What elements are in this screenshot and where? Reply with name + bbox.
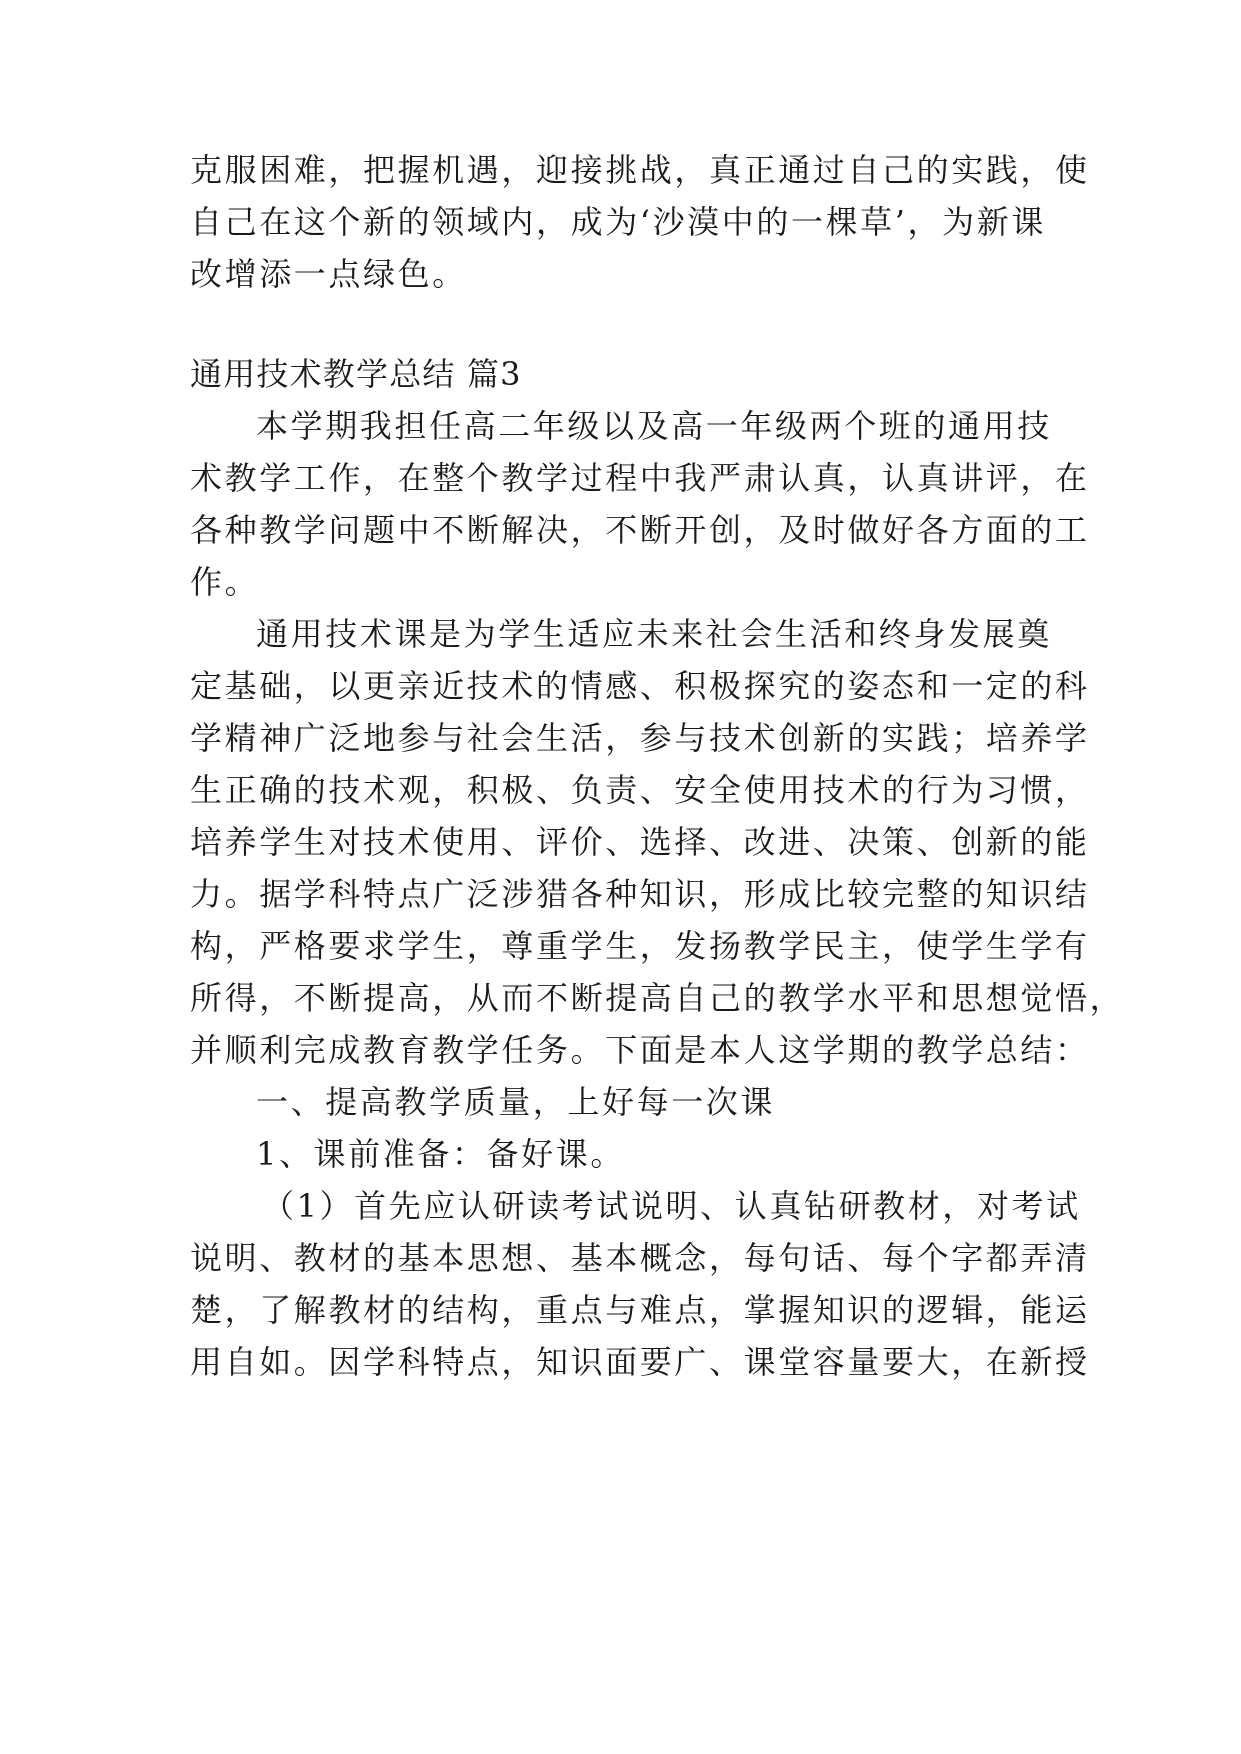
text-line: 构，严格要求学生，尊重学生，发扬教学民主，使学生学有 (190, 927, 1090, 965)
text-line: 作。 (190, 563, 260, 601)
text-line: 克服困难，把握机遇，迎接挑战，真正通过自己的实践，使 (190, 151, 1090, 189)
text-line: 改增添一点绿色。 (190, 255, 467, 293)
text-line: 说明、教材的基本思想、基本概念，每句话、每个字都弄清 (190, 1239, 1090, 1277)
text-line: 通用技术课是为学生适应未来社会生活和终身发展奠 (256, 615, 1052, 653)
text-line: 所得，不断提高，从而不断提高自己的教学水平和思想觉悟， (190, 979, 1125, 1017)
text-line: 本学期我担任高二年级以及高一年级两个班的通用技 (256, 407, 1052, 445)
text-line: 力。据学科特点广泛涉猎各种知识，形成比较完整的知识结 (190, 875, 1090, 913)
text-line: 生正确的技术观，积极、负责、安全使用技术的行为习惯， (190, 771, 1090, 809)
text-line: 定基础，以更亲近技术的情感、积极探究的姿态和一定的科 (190, 667, 1090, 705)
text-line: 各种教学问题中不断解决，不断开创，及时做好各方面的工 (190, 511, 1090, 549)
text-line: 术教学工作，在整个教学过程中我严肃认真，认真讲评，在 (190, 459, 1090, 497)
text-line: 学精神广泛地参与社会生活，参与技术创新的实践；培养学 (190, 719, 1090, 757)
text-line: 用自如。因学科特点，知识面要广、课堂容量要大，在新授 (190, 1343, 1090, 1381)
text-line: 自己在这个新的领域内，成为‘沙漠中的一棵草’，为新课 (190, 203, 1046, 241)
text-line: 楚，了解教材的结构，重点与难点，掌握知识的逻辑，能运 (190, 1291, 1090, 1329)
section-heading: 通用技术教学总结 篇3 (190, 355, 522, 393)
text-line: 培养学生对技术使用、评价、选择、改进、决策、创新的能 (190, 823, 1090, 861)
subheading: 1、课前准备：备好课。 (256, 1135, 625, 1173)
subheading: 一、提高教学质量，上好每一次课 (256, 1083, 776, 1121)
text-line: （1）首先应认研读考试说明、认真钻研教材，对考试 (262, 1187, 1081, 1225)
text-line: 并顺利完成教育教学任务。下面是本人这学期的教学总结： (190, 1031, 1090, 1069)
